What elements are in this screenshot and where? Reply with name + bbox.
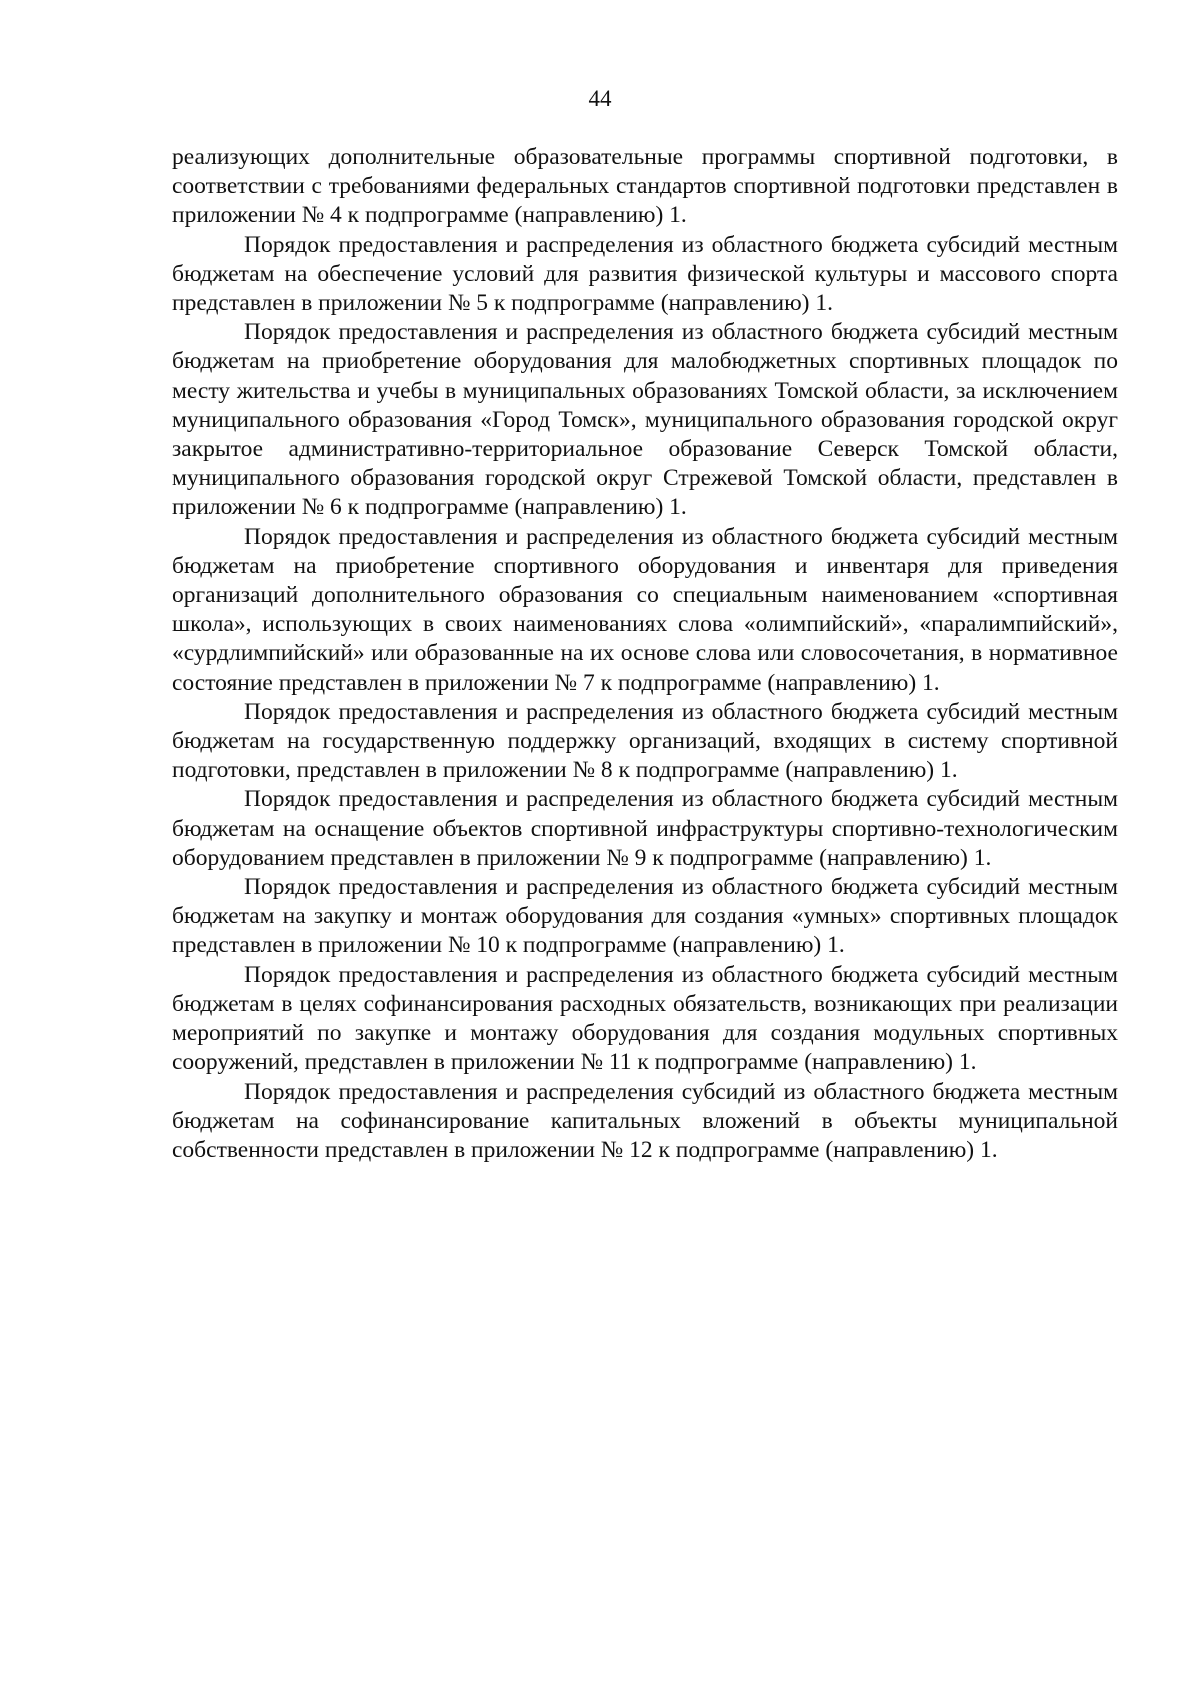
body-text (172, 143, 1118, 1165)
paragraph-appendix-7: Порядок предоставления и распределения из областного бюджета субсидий местным бюджетам на приобретение спортивного оборудования и инвентаря для приведения организаций дополнительного образования со специальным наименованием «спортивная школа», использующих в своих наименованиях слова «олимпийский», «паралимпийский», «сурдлимпийский» или образованные на их основе слова или словосочетания, в нормативное состояние представлен в приложении № 7 к подпрограмме (направлению) 1. (172, 523, 1118, 696)
paragraph-continuation: реализующих дополнительные образовательные программы спортивной подготовки, в соответствии с требованиями федеральных стандартов спортивной подготовки представлен в приложении № 4 к подпрограмме (направлению) 1. (172, 144, 1118, 229)
paragraph-appendix-6: Порядок предоставления и распределения из областного бюджета субсидий местным бюджетам на приобретение оборудования для малобюджетных спортивных площадок по месту жительства и учебы в муниципальных образованиях Томской области, за исключением муниципального образования «Город Томск», муниципального образования городской округ закрытое административно-территориальное образование Северск Томской области, муниципального образования городской округ Стрежевой Томской области, представлен в приложении № 6 к подпрограмме (направлению) 1. (172, 319, 1118, 521)
page-number: 44 (588, 86, 612, 111)
paragraph-appendix-12: Порядок предоставления и распределения субсидий из областного бюджета местным бюджетам на софинансирование капитальных вложений в объекты муниципальной собственности представлен в приложении № 12 к подпрограмме (направлению) 1. (172, 1078, 1118, 1163)
paragraph-appendix-11: Порядок предоставления и распределения из областного бюджета субсидий местным бюджетам в целях софинансирования расходных обязательств, возникающих при реализации мероприятий по закупке и монтажу оборудования для создания модульных спортивных сооружений, представлен в приложении № 11 к подпрограмме (направлению) 1. (172, 961, 1118, 1076)
paragraph-appendix-10: Порядок предоставления и распределения из областного бюджета субсидий местным бюджетам на закупку и монтаж оборудования для создания «умных» спортивных площадок представлен в приложении № 10 к подпрограмме (направлению) 1. (172, 874, 1118, 959)
paragraph-appendix-8: Порядок предоставления и распределения из областного бюджета субсидий местным бюджетам на государственную поддержку организаций, входящих в систему спортивной подготовки, представлен в приложении № 8 к подпрограмме (направлению) 1. (172, 698, 1118, 784)
paragraph-appendix-5: Порядок предоставления и распределения из областного бюджета субсидий местным бюджетам на обеспечение условий для развития физической культуры и массового спорта представлен в приложении № 5 к подпрограмме (направлению) 1. (172, 231, 1118, 317)
paragraph-appendix-9: Порядок предоставления и распределения из областного бюджета субсидий местным бюджетам на оснащение объектов спортивной инфраструктуры спортивно-технологическим оборудованием представлен в приложении № 9 к подпрограмме (направлению) 1. (172, 786, 1118, 871)
